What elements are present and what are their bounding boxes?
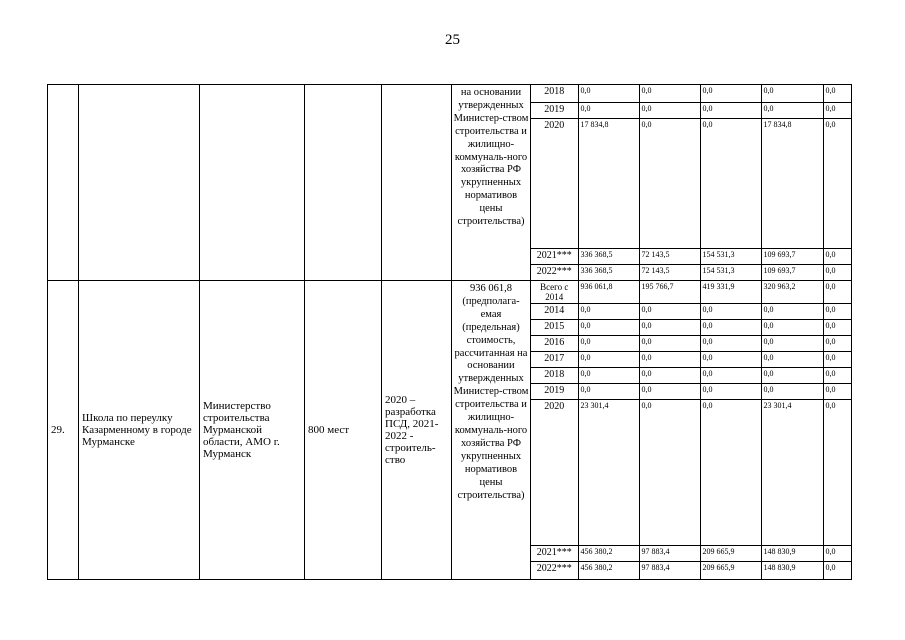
cost-description: 936 061,8 (предполага-емая (предельная) стоимость, рассчитанная на основании утвержденных Министер-ством строительства и жилищно-коммуналь-ного хозяйства РФ укрупненных нормативов цены строительства) — [452, 281, 531, 580]
amount-cell: 0,0 — [823, 336, 852, 352]
amount-cell: 0,0 — [700, 352, 761, 368]
amount-cell: 0,0 — [761, 336, 823, 352]
year-cell: 2020 — [531, 400, 578, 546]
amount-cell: 0,0 — [823, 384, 852, 400]
table-section-29 — [48, 281, 852, 580]
cost-description: на основании утвержденных Министер-ством строительства и жилищно-коммуналь-ного хозяйства РФ укрупненных нормативов цены строительства) — [452, 85, 531, 281]
financing-row — [531, 546, 852, 562]
amount-cell: 0,0 — [700, 384, 761, 400]
amount-cell: 0,0 — [700, 85, 761, 102]
amount-cell: 0,0 — [825, 265, 836, 275]
financing-row — [531, 368, 852, 384]
amount-cell: 0,0 — [639, 85, 700, 102]
year-cell: 2014 — [531, 304, 578, 320]
year-cell: 2017 — [531, 352, 578, 368]
amount-cell: 0,0 — [639, 102, 700, 118]
amount-cell: 148 830,9 — [761, 562, 823, 579]
amount-cell: 23 301,4 — [761, 400, 823, 546]
financing-row — [531, 118, 852, 248]
amount-cell: 0,0 — [639, 336, 700, 352]
amount-cell: 456 380,2 — [578, 562, 639, 579]
amount-cell: 72 143,5 — [639, 248, 700, 264]
period-cell — [382, 85, 452, 281]
construction-period: 2020 – разработка ПСД, 2021-2022 - строитель-ство — [382, 281, 452, 580]
year-cell: 2021*** — [531, 546, 578, 562]
amount-cell: 320 963,2 — [761, 281, 823, 304]
customer-name: Министерство строительства Мурманской области, АМО г. Мурманск — [200, 281, 305, 580]
financing-row — [531, 562, 852, 579]
amount-cell: 0,0 — [823, 320, 852, 336]
amount-cell: 0,0 — [578, 384, 639, 400]
financing-rows-top — [531, 85, 852, 280]
amount-cell: 0,0 — [823, 85, 852, 102]
amount-cell: 0,0 — [700, 118, 761, 248]
amount-cell: 0,0 — [823, 248, 852, 264]
amount-cell: 0,0 — [700, 400, 761, 546]
financing-row — [531, 248, 852, 264]
financing-row — [531, 384, 852, 400]
row-number: 29. — [48, 281, 79, 580]
object-name: Школа по переулку Казарменному в городе Мурманске — [79, 281, 200, 580]
amount-cell: 0,0 — [700, 336, 761, 352]
amount-cell: 195 766,7 — [639, 281, 700, 304]
amount-cell: 109 693,7 — [761, 248, 823, 264]
amount-cell: 0,0 — [823, 368, 852, 384]
amount-cell: 0,0 — [700, 102, 761, 118]
amount-cell: 0,0 — [639, 384, 700, 400]
amount-cell: 0,0 — [639, 304, 700, 320]
financing-row — [531, 281, 852, 304]
amount-cell: 0,0 — [761, 304, 823, 320]
table-section-continued — [48, 85, 852, 281]
amount-cell: 72 143,5 — [639, 264, 700, 280]
amount-cell: 0,0 — [578, 304, 639, 320]
amount-cell: 0,0 — [578, 320, 639, 336]
amount-cell: 0,0 — [639, 320, 700, 336]
amount-cell: 209 665,9 — [700, 562, 761, 579]
financing-row — [531, 320, 852, 336]
amount-cell: 17 834,8 — [578, 118, 639, 248]
amount-cell: 0,0 — [761, 85, 823, 102]
amount-cell: 0,0 — [700, 368, 761, 384]
capacity: 800 мест — [305, 281, 382, 580]
amount-cell: 0,0 — [761, 102, 823, 118]
page-number: 25 — [445, 32, 460, 48]
financing-rows-bottom — [531, 281, 852, 579]
amount-cell: 0,0 — [823, 546, 852, 562]
amount-cell: 0,0 — [761, 320, 823, 336]
financing-row — [531, 304, 852, 320]
financing-table — [531, 281, 852, 579]
year-cell: 2021*** — [531, 248, 578, 264]
amount-cell: 148 830,9 — [761, 546, 823, 562]
year-cell: 2022*** — [531, 264, 578, 280]
amount-cell: 419 331,9 — [700, 281, 761, 304]
amount-cell: 97 883,4 — [639, 562, 700, 579]
amount-cell: 0,0 — [639, 400, 700, 546]
amount-cell: 0,0 — [761, 384, 823, 400]
amount-cell: 0,0 — [639, 368, 700, 384]
amount-cell: 456 380,2 — [578, 546, 639, 562]
amount-cell: 336 368,5 — [578, 264, 639, 280]
amount-cell: 97 883,4 — [639, 546, 700, 562]
financing-row — [531, 400, 852, 546]
year-cell: 2019 — [531, 384, 578, 400]
customer-cell — [200, 85, 305, 281]
object-name-cell — [79, 85, 200, 281]
year-cell: 2015 — [531, 320, 578, 336]
financing-row — [531, 352, 852, 368]
amount-cell: 0,0 — [761, 368, 823, 384]
financing-table — [531, 85, 852, 280]
amount-cell: 0,0 — [639, 118, 700, 248]
amount-cell: 0,0 — [578, 85, 639, 102]
year-cell: Всего с 2014 — [531, 281, 578, 304]
amount-cell: 154 531,3 — [700, 248, 761, 264]
year-cell: 2020 — [531, 118, 578, 248]
investment-table — [47, 84, 852, 580]
financing-row — [531, 85, 852, 102]
year-cell: 2018 — [531, 368, 578, 384]
amount-cell: 0,0 — [823, 102, 852, 118]
financing-cell — [531, 85, 852, 281]
amount-cell: 23 301,4 — [578, 400, 639, 546]
amount-cell: 0,0 — [578, 336, 639, 352]
amount-cell: 0,0 — [825, 563, 836, 572]
amount-cell: 0,0 — [823, 400, 852, 546]
amount-cell: 154 531,3 — [700, 264, 761, 280]
amount-cell: 17 834,8 — [761, 118, 823, 248]
capacity-cell — [305, 85, 382, 281]
year-cell: 2022*** — [531, 562, 578, 579]
amount-cell: 0,0 — [823, 118, 852, 248]
amount-cell: 0,0 — [700, 320, 761, 336]
financing-row — [531, 102, 852, 118]
year-cell: 2018 — [531, 85, 578, 102]
year-cell: 2016 — [531, 336, 578, 352]
amount-cell: 0,0 — [823, 304, 852, 320]
amount-cell: 0,0 — [823, 352, 852, 368]
amount-cell: 936 061,8 — [578, 281, 639, 304]
amount-cell: 0,0 — [761, 352, 823, 368]
amount-cell: 0,0 — [578, 352, 639, 368]
financing-row — [531, 264, 852, 280]
financing-row — [531, 336, 852, 352]
row-number-cell — [48, 85, 79, 281]
amount-cell: 0,0 — [639, 352, 700, 368]
amount-cell: 336 368,5 — [578, 248, 639, 264]
amount-cell: 0,0 — [700, 304, 761, 320]
amount-cell: 109 693,7 — [761, 264, 823, 280]
amount-cell: 0,0 — [823, 281, 852, 304]
amount-cell: 0,0 — [578, 102, 639, 118]
financing-cell — [531, 281, 852, 580]
year-cell: 2019 — [531, 102, 578, 118]
amount-cell: 209 665,9 — [700, 546, 761, 562]
amount-cell: 0,0 — [578, 368, 639, 384]
